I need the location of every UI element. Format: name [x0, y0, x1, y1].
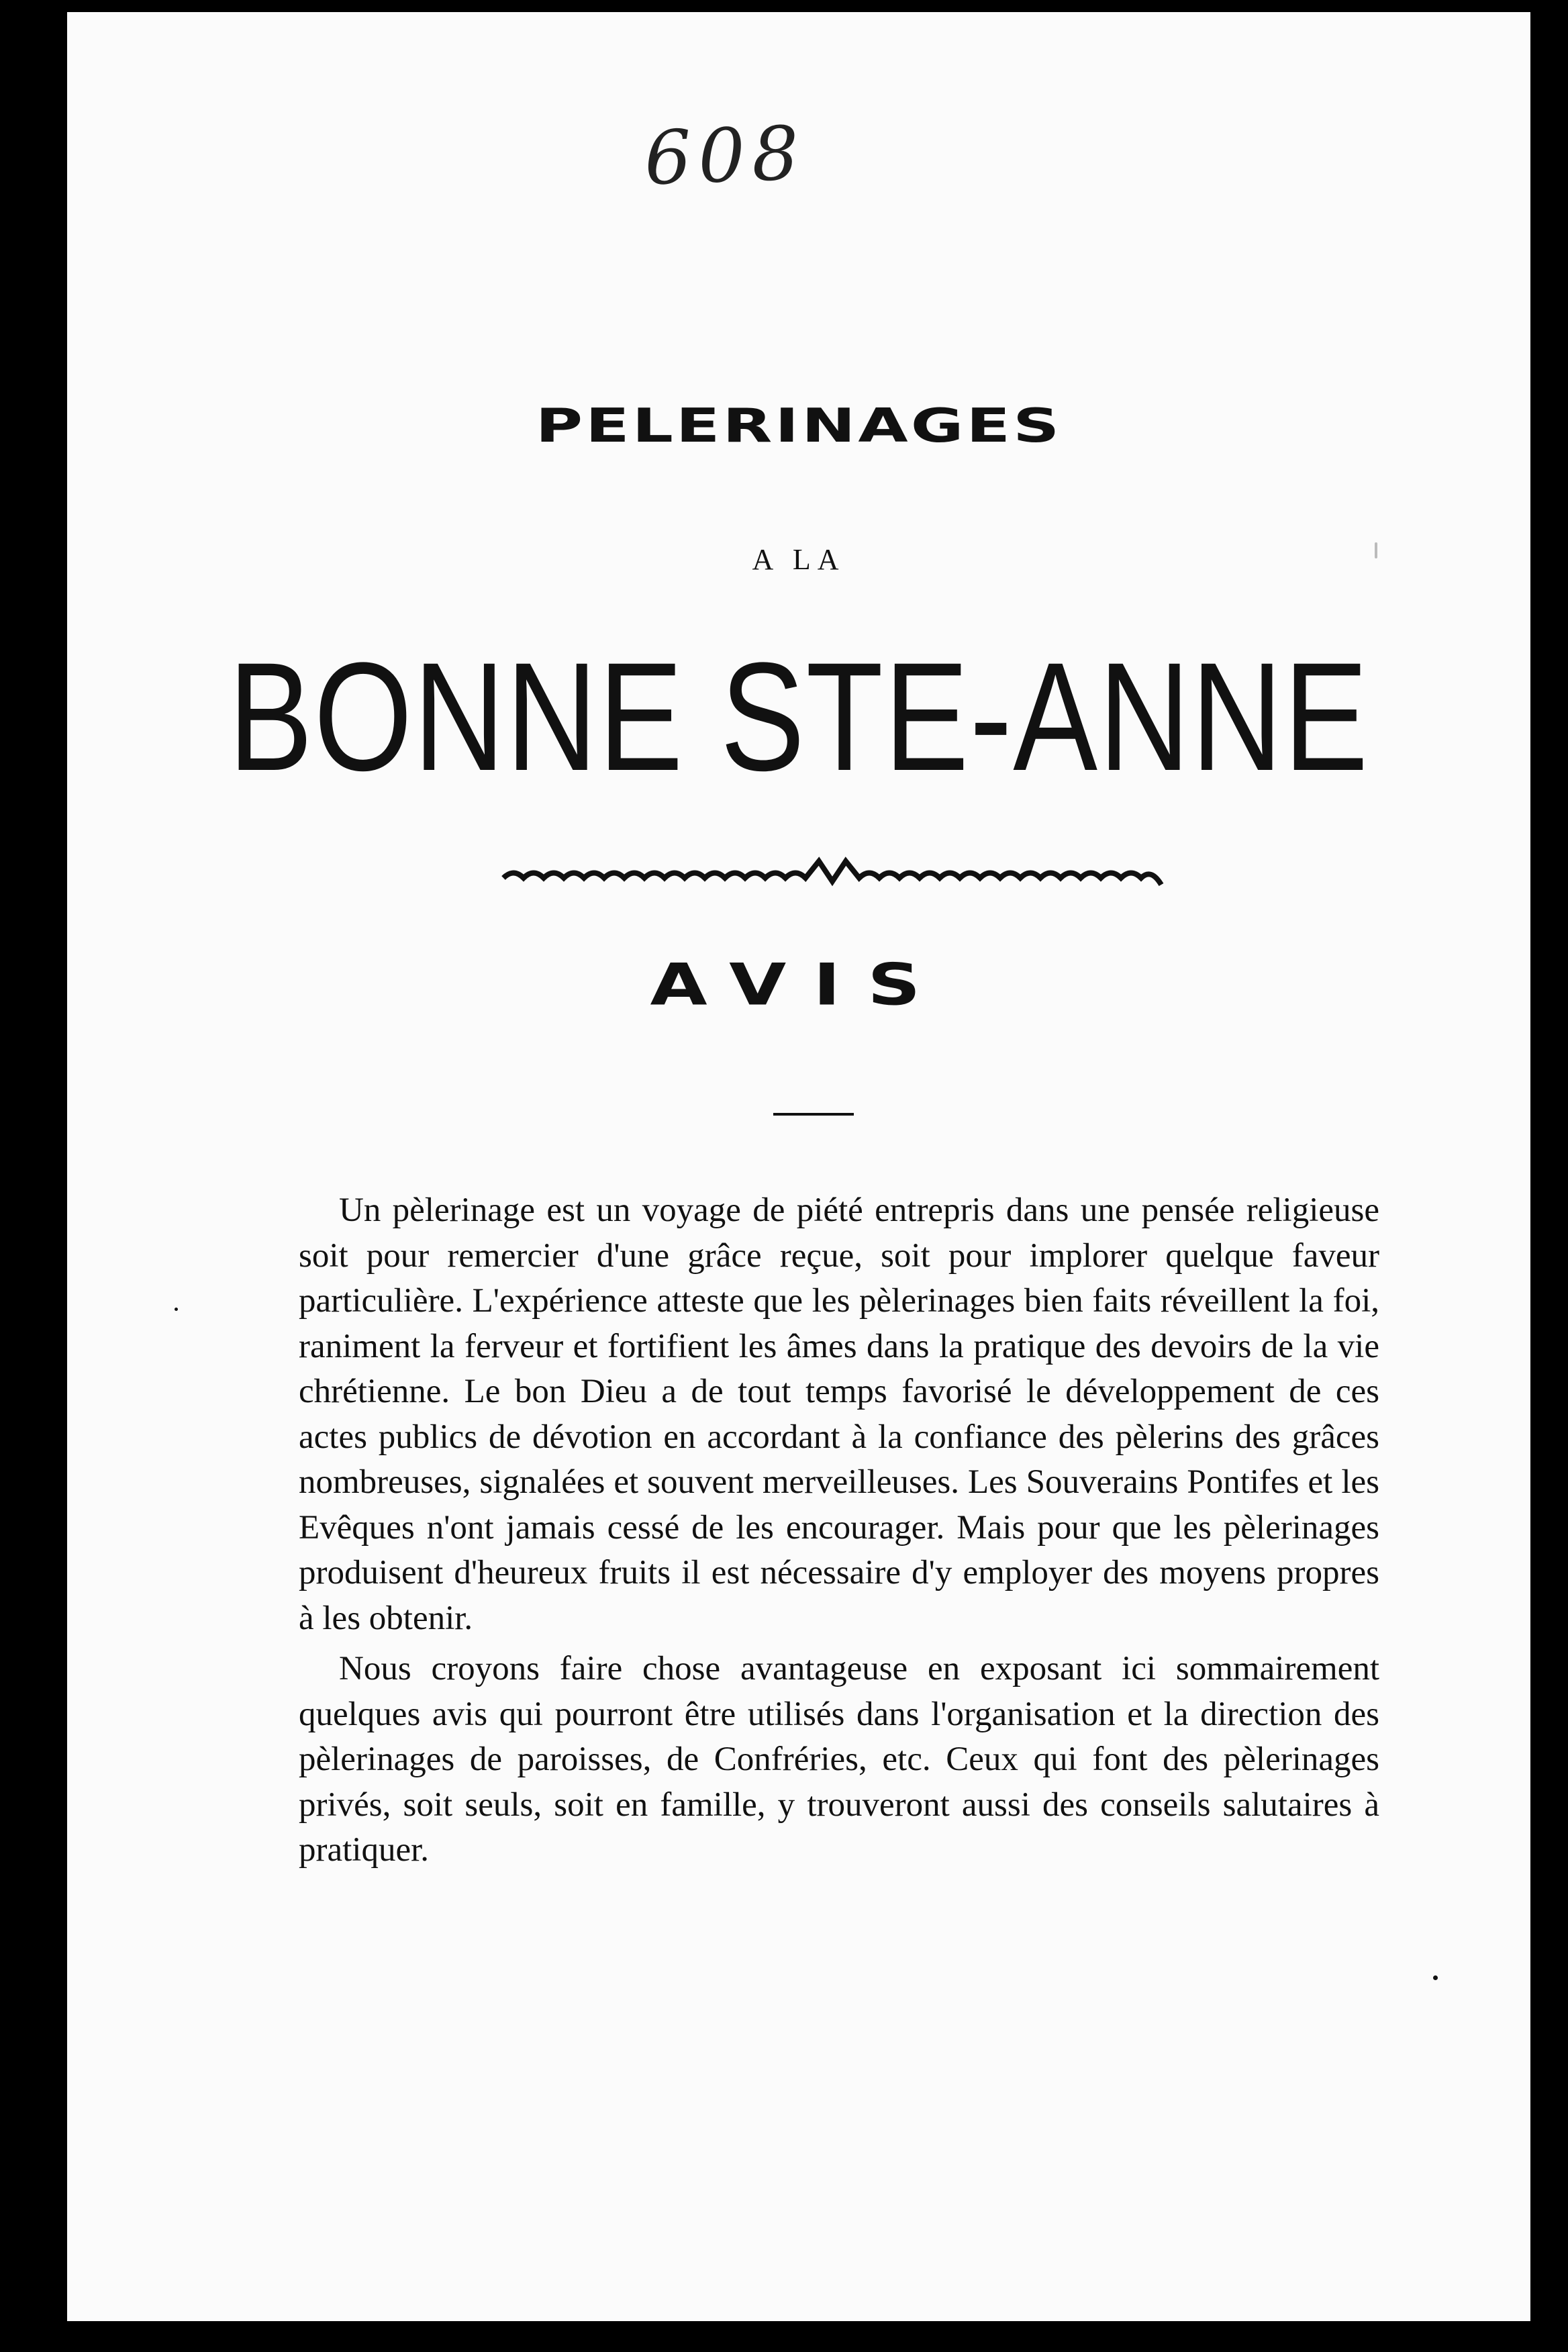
- scan-speck: [175, 1308, 178, 1311]
- section-heading-avis: AVIS: [650, 951, 948, 1018]
- scan-border: [1530, 0, 1568, 2352]
- scan-speck: [1375, 542, 1377, 558]
- body-text: [299, 1188, 1379, 1873]
- subtitle-a-la: A LA: [752, 543, 846, 576]
- main-title: BONNE STE-ANNE: [228, 630, 1369, 803]
- title-pelerinages: PELERINAGES: [535, 398, 1063, 453]
- paragraph-2: Nous croyons faire chose avantageuse en exposant ici sommairement quelques avis qui pourront être utilisés dans l'organisation et la direction des pèlerinages de paroisses, de Confréries, etc. Ceux qui font des pèlerinages privés, soit seuls, soit en famille, y trouveront aussi des conseils salutaires à pratiquer.: [299, 1650, 1379, 1869]
- divider-rule: [773, 1113, 854, 1116]
- scan-speck: [1433, 1975, 1438, 1980]
- paragraph-1: Un pèlerinage est un voyage de piété entrepris dans une pensée religieuse soit pour remercier d'une grâce reçue, soit pour implorer quelque faveur particulière. L'expérience atteste que les pèlerinages bien faits réveillent la foi, raniment la ferveur et fortifient les âmes dans la pratique des devoirs de la vie chrétienne. Le bon Dieu a de tout temps favorisé le développement de ces actes publics de dévotion en accordant à la confiance des pèlerins des grâces nombreuses, signalées et souvent merveilleuses. Les Souverains Pontifes et les Evêques n'ont jamais cessé de les encourager. Mais pour que les pèlerinages produisent d'heureux fruits il est nécessaire d'y employer des moyens propres à les obtenir.: [299, 1191, 1379, 1637]
- decorative-ornament-icon: [497, 854, 1168, 895]
- document-page: [67, 12, 1530, 2321]
- handwritten-page-number: 608: [642, 109, 807, 202]
